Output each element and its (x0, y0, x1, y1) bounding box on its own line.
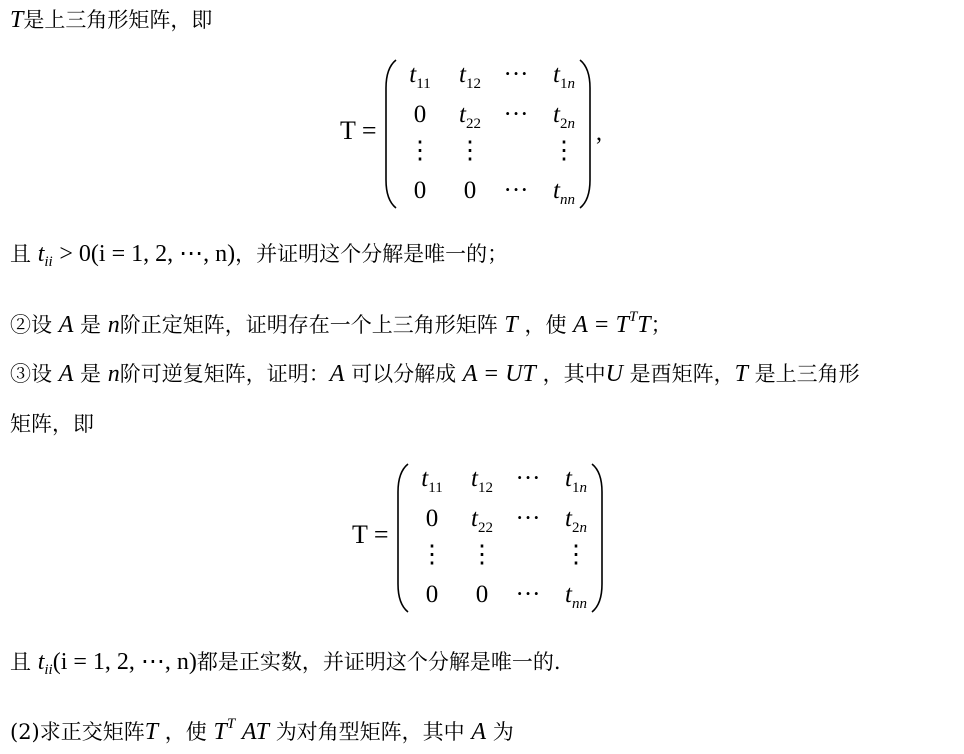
matrix-cell: ··· (515, 465, 541, 492)
matrix-cell: 0 (413, 177, 427, 204)
matrix-cell: $t_{12}$ (471, 465, 493, 496)
condition-math: > 0(i = 1, 2, ⋯, n) (59, 241, 236, 267)
intro-text: 是上三角形矩阵，即 (23, 8, 213, 32)
item-3-line-1: ③设 A 是 n阶可逆复矩阵，证明：A 可以分解成 A = UT ，其中U 是酉矩阵，T 是上三角形 (10, 361, 860, 387)
matrix-cell: ⋮ (563, 541, 589, 568)
matrix-cell: ⋮ (551, 137, 577, 164)
matrix-cell: $t_{1n}$ (565, 465, 587, 496)
matrix-cell: ··· (515, 581, 541, 608)
matrix-lhs: T = (352, 520, 389, 549)
matrix-cell: $t_{12}$ (459, 61, 481, 92)
var-T: T (10, 7, 24, 33)
matrix-cell: ⋮ (469, 541, 495, 568)
matrix-cell: $t_{11}$ (421, 465, 443, 496)
matrix-1 (340, 58, 620, 210)
matrix-cell: 0 (425, 581, 439, 608)
matrix-cell: 0 (425, 505, 439, 532)
item-2-line: ②设 A 是 n阶正定矩阵，证明存在一个上三角形矩阵 T ，使 $A = T^TT$； (10, 309, 672, 338)
matrix-cell: $t_{nn}$ (553, 177, 575, 208)
matrix-cell: $t_{nn}$ (565, 581, 587, 612)
matrix-cell: $t_{22}$ (471, 505, 493, 536)
matrix-cell: ··· (503, 177, 529, 204)
matrix-lhs: T = (340, 116, 377, 145)
matrix-cell: 0 (475, 581, 489, 608)
matrix-cell: $t_{1n}$ (553, 61, 575, 92)
matrix-cell: $t_{2n}$ (553, 101, 575, 132)
condition-math: (i = 1, 2, ⋯, n) (52, 649, 197, 675)
matrix-cell: $t_{2n}$ (565, 505, 587, 536)
matrix-cell: ··· (515, 505, 541, 532)
condition-line-2: 且 $t_{ii}(i = 1$, 2, ⋯, n)都是正实数，并证明这个分解是唯一的. (10, 649, 561, 678)
matrix-cell: $t_{11}$ (409, 61, 431, 92)
intro-line (10, 6, 212, 34)
matrix-cell: ··· (503, 101, 529, 128)
matrix-2 (352, 462, 632, 614)
matrix-cell: 0 (463, 177, 477, 204)
matrix-cell: ⋮ (457, 137, 483, 164)
matrix-cell: 0 (413, 101, 427, 128)
matrix-cell: ··· (503, 61, 529, 88)
matrix-cell: ⋮ (407, 137, 433, 164)
condition-line-1: 且 $t_{ii} > 0(i = 1$, 2, ⋯, n)，并证明这个分解是唯一的； (10, 241, 509, 270)
matrix-cell: ⋮ (419, 541, 445, 568)
item-3-line-2: 矩阵，即 (10, 412, 94, 436)
matrix-comma: , (596, 120, 602, 146)
part-2-line: (2)求正交矩阵T ，使 $T^T$ AT 为对角型矩阵，其中 A 为 (10, 716, 514, 745)
matrix-cell: $t_{22}$ (459, 101, 481, 132)
